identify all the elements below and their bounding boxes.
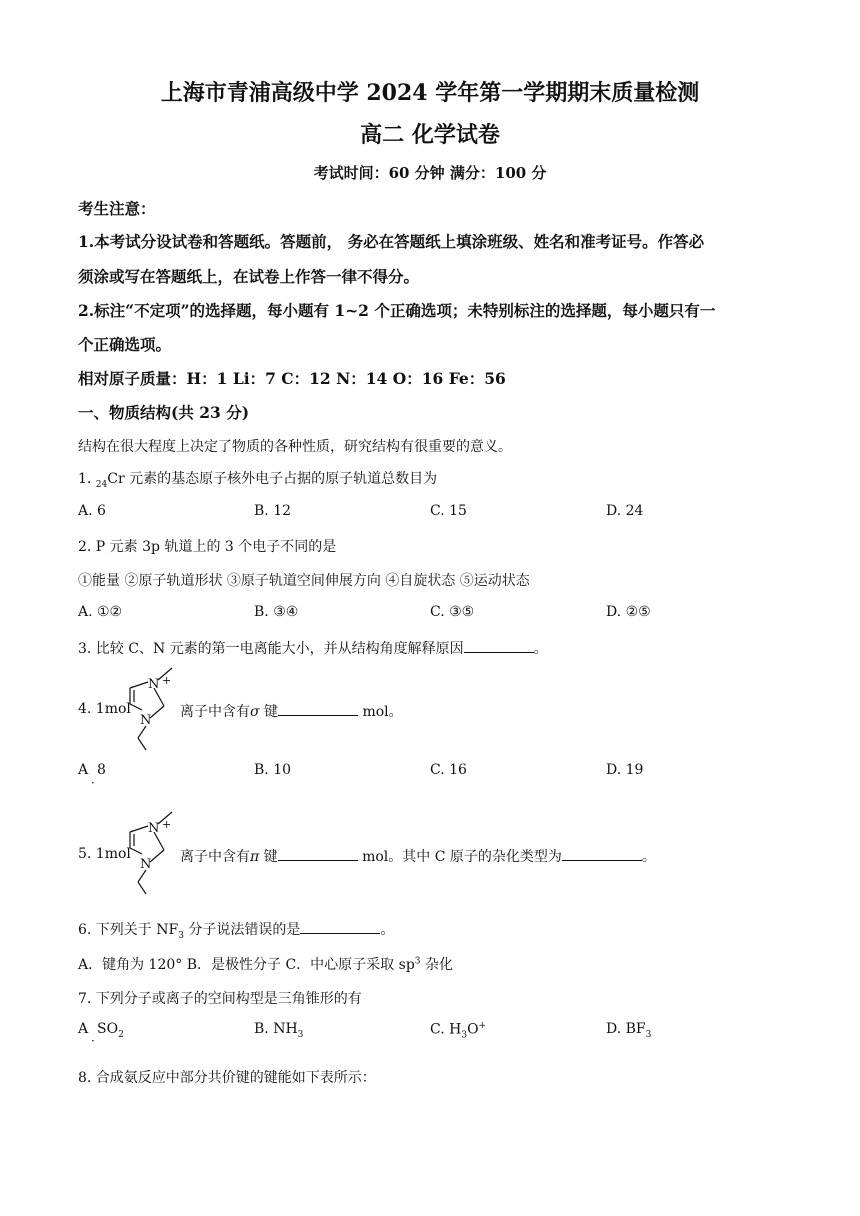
q4-option-b[interactable]: B. 10 bbox=[254, 762, 292, 778]
q7-option-a-formula: SO bbox=[97, 1021, 119, 1037]
q4-bond: 键 bbox=[259, 704, 279, 720]
q7-option-c-sup: + bbox=[478, 1021, 487, 1031]
question-8: 8. 合成氨反应中部分共价键的键能如下表所示： bbox=[78, 1070, 376, 1086]
q3-answer-blank[interactable] bbox=[464, 640, 534, 653]
q5-text bbox=[180, 846, 656, 866]
ring-n-top-label: N bbox=[148, 677, 160, 692]
notice-item1-line2: 须涂或写在答题纸上，在试卷上作答一律不得分。 bbox=[78, 267, 420, 286]
q5-end: 。 bbox=[641, 849, 656, 865]
q3-end: 。 bbox=[533, 641, 548, 657]
option-dot-mark: · bbox=[91, 776, 95, 790]
question-1 bbox=[78, 468, 437, 490]
exam-subtitle: 高二 化学试卷 bbox=[360, 122, 500, 148]
q6-end: 。 bbox=[380, 922, 395, 938]
q6-text-a: 6. 下列关于 NF bbox=[78, 922, 179, 938]
q2-option-b[interactable]: B. ③④ bbox=[254, 604, 299, 620]
question-6 bbox=[78, 919, 394, 941]
q1-option-c[interactable]: C. 15 bbox=[430, 503, 467, 519]
q4-text bbox=[180, 701, 403, 721]
q7-option-a-label: A bbox=[78, 1021, 89, 1037]
q5-prefix: 5. 1mol bbox=[78, 846, 131, 862]
section1-intro: 结构在很大程度上决定了物质的各种性质，研究结构有很重要的意义。 bbox=[78, 439, 512, 455]
q2-items: ①能量 ②原子轨道形状 ③原子轨道空间伸展方向 ④自旋状态 ⑤运动状态 bbox=[78, 573, 530, 589]
q7-option-c-text: C. H bbox=[430, 1021, 462, 1038]
q5-middle: 离子中含有 bbox=[180, 849, 250, 865]
q7-option-a-sub: 2 bbox=[118, 1029, 124, 1040]
q6-options-a: A．键角为 120° B．是极性分子 C．中心原子采取 sp bbox=[78, 957, 415, 973]
q1-text: Cr 元素的基态原子核外电子占据的原子轨道总数目为 bbox=[107, 471, 438, 487]
pi-symbol: π bbox=[250, 849, 260, 865]
q7-option-d-sub: 3 bbox=[645, 1029, 652, 1040]
q7-option-c-tail: O bbox=[467, 1021, 479, 1038]
question-7: 7. 下列分子或离子的空间构型是三角锥形的有 bbox=[78, 991, 362, 1007]
q6-text-b: 分子说法错误的是 bbox=[183, 922, 301, 938]
q7-option-c-sub: 3 bbox=[461, 1030, 468, 1041]
q7-option-b-text: B. NH bbox=[254, 1021, 298, 1037]
q7-option-a[interactable] bbox=[78, 1021, 124, 1040]
q7-option-b[interactable] bbox=[254, 1021, 303, 1040]
ring-charge-label: + bbox=[162, 674, 172, 687]
option-dot-mark: · bbox=[91, 1034, 95, 1048]
q2-option-c[interactable]: C. ③⑤ bbox=[430, 604, 475, 620]
imidazolium-ion-structure bbox=[120, 666, 180, 754]
q5-answer-blank-1[interactable] bbox=[278, 848, 358, 861]
q6-sup: 3 bbox=[414, 956, 421, 967]
q1-option-d[interactable]: D. 24 bbox=[606, 503, 644, 519]
q1-prefix: 1. bbox=[78, 471, 96, 487]
notice-item2-line2: 个正确选项。 bbox=[78, 335, 172, 354]
q1-mass-number: 24 bbox=[95, 479, 108, 490]
notice-heading: 考生注意： bbox=[78, 199, 156, 218]
q7-option-c[interactable] bbox=[430, 1021, 486, 1040]
question-2: 2. P 元素 3p 轨道上的 3 个电子不同的是 bbox=[78, 539, 337, 555]
sigma-symbol: σ bbox=[250, 704, 260, 720]
exam-title: 上海市青浦高级中学 2024 学年第一学期期末质量检测 bbox=[160, 80, 700, 106]
ring-n-bottom-label: N bbox=[140, 857, 152, 872]
ring-n-top-label: N bbox=[148, 821, 160, 836]
q6-sub: 3 bbox=[178, 930, 184, 941]
q5-bond: 键 bbox=[259, 849, 278, 865]
q5-unit: mol。其中 C 原子的杂化类型为 bbox=[357, 849, 562, 865]
ring-charge-label: + bbox=[162, 818, 172, 831]
atomic-masses: 相对原子质量：H：1 Li：7 C：12 N：14 O：16 Fe：56 bbox=[78, 369, 506, 388]
q2-option-d[interactable]: D. ②⑤ bbox=[606, 604, 651, 620]
q4-option-a-label: A bbox=[78, 762, 89, 778]
q2-option-a[interactable]: A. ①② bbox=[78, 604, 123, 620]
q7-option-b-sub: 3 bbox=[297, 1029, 304, 1040]
q4-unit: mol。 bbox=[358, 704, 403, 720]
notice-item2-line1: 2.标注“不定项”的选择题，每小题有 1~2 个正确选项；未特别标注的选择题，每小题只有一 bbox=[78, 301, 716, 320]
q4-middle: 离子中含有 bbox=[180, 704, 250, 720]
q7-option-d[interactable] bbox=[606, 1021, 651, 1040]
q6-options-b: 杂化 bbox=[420, 957, 453, 973]
q4-prefix: 4. 1mol bbox=[78, 701, 131, 717]
q6-answer-blank[interactable] bbox=[300, 921, 380, 934]
q6-options[interactable] bbox=[78, 954, 453, 974]
q5-answer-blank-2[interactable] bbox=[562, 848, 642, 861]
section1-heading: 一、物质结构(共 23 分) bbox=[78, 403, 250, 422]
q1-option-a[interactable]: A. 6 bbox=[78, 503, 106, 519]
q4-option-c[interactable]: C. 16 bbox=[430, 762, 467, 778]
q7-option-d-text: D. BF bbox=[606, 1021, 646, 1037]
q1-option-b[interactable]: B. 12 bbox=[254, 503, 292, 519]
q4-option-a-value: 8 bbox=[97, 762, 106, 778]
q3-text: 3. 比较 C、N 元素的第一电离能大小，并从结构角度解释原因 bbox=[78, 641, 464, 657]
q4-answer-blank[interactable] bbox=[278, 703, 358, 716]
question-3 bbox=[78, 638, 548, 658]
notice-item1-line1: 1.本考试分设试卷和答题纸。答题前， 务必在答题纸上填涂班级、姓名和准考证号。作答必 bbox=[78, 232, 705, 251]
ring-n-bottom-label: N bbox=[140, 713, 152, 728]
q4-option-d[interactable]: D. 19 bbox=[606, 762, 644, 778]
exam-info: 考试时间：60 分钟 满分：100 分 bbox=[313, 164, 547, 182]
imidazolium-ion-structure bbox=[120, 810, 180, 898]
